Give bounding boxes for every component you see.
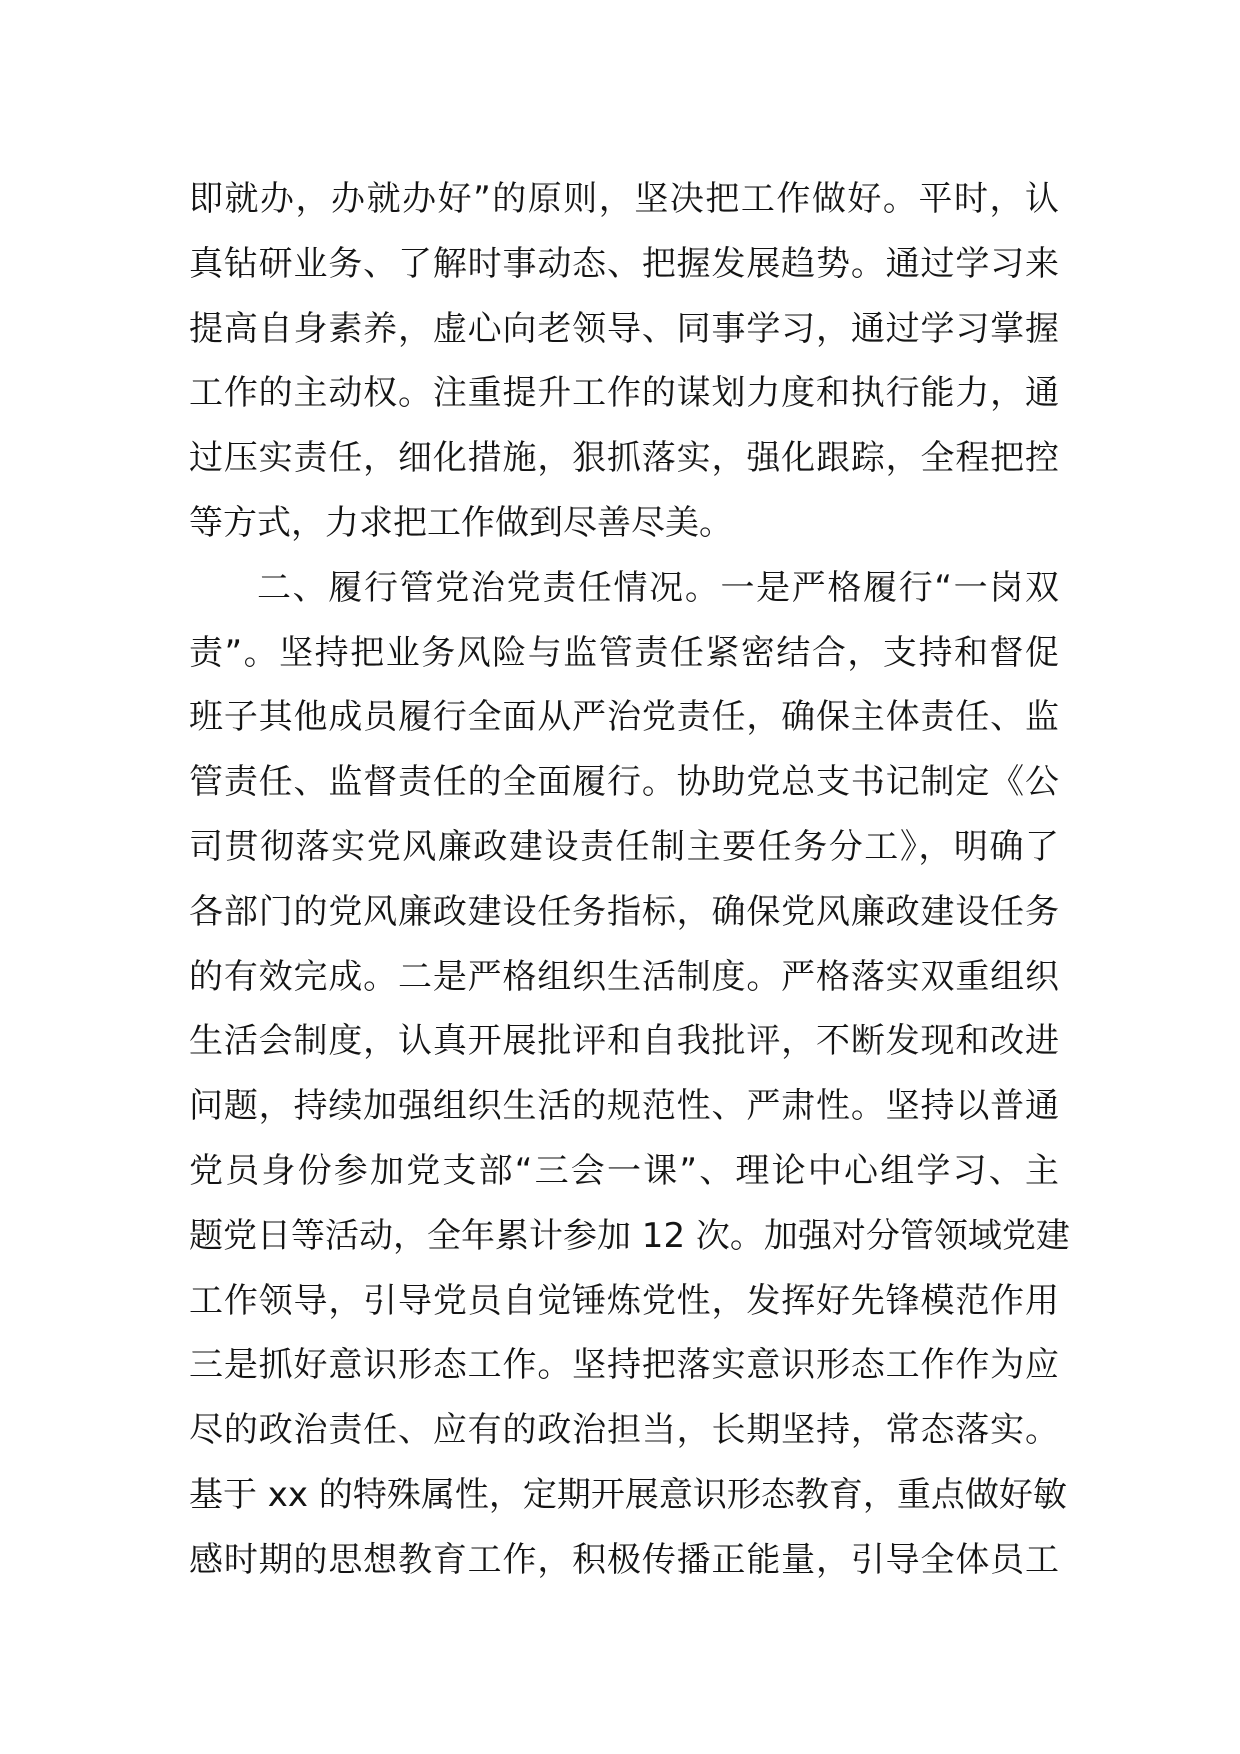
paragraph-end-line: 等方式，力求把工作做到尽善尽美。 xyxy=(189,502,733,543)
text-line: 生活会制度，认真开展批评和自我批评，不断发现和改进 xyxy=(189,1021,1059,1062)
text-line: 责”。坚持把业务风险与监管责任紧密结合，支持和督促 xyxy=(189,632,1059,673)
text-line: 班子其他成员履行全面从严治党责任，确保主体责任、监 xyxy=(189,697,1059,738)
text-line: 工作领导，引导党员自觉锤炼党性，发挥好先锋模范作用 xyxy=(189,1280,1059,1321)
text-line: 司贯彻落实党风廉政建设责任制主要任务分工》，明确了 xyxy=(189,826,1059,867)
text-line: 的有效完成。二是严格组织生活制度。严格落实双重组织 xyxy=(189,956,1059,997)
section-heading-line: 二、履行管党治党责任情况。一是严格履行“一岗双 xyxy=(257,567,1059,608)
text-line: 党员身份参加党支部“三会一课”、理论中心组学习、主 xyxy=(189,1150,1059,1191)
text-line: 题党日等活动，全年累计参加 12 次。加强对分管领域党建 xyxy=(189,1215,1070,1256)
text-line: 过压实责任，细化措施，狠抓落实，强化跟踪，全程把控 xyxy=(189,438,1059,479)
text-line: 三是抓好意识形态工作。坚持把落实意识形态工作作为应 xyxy=(189,1345,1059,1386)
text-line: 问题，持续加强组织生活的规范性、严肃性。坚持以普通 xyxy=(189,1086,1059,1127)
text-line: 真钻研业务、了解时事动态、把握发展趋势。通过学习来 xyxy=(189,243,1059,284)
text-line: 管责任、监督责任的全面履行。协助党总支书记制定《公 xyxy=(189,762,1059,803)
body-text xyxy=(189,167,1070,1593)
text-line: 工作的主动权。注重提升工作的谋划力度和执行能力，通 xyxy=(189,373,1059,414)
text-line: 各部门的党风廉政建设任务指标，确保党风廉政建设任务 xyxy=(189,891,1059,932)
text-line: 基于 xx 的特殊属性，定期开展意识形态教育，重点做好敏 xyxy=(189,1474,1067,1515)
text-line: 提高自身素养，虚心向老领导、同事学习，通过学习掌握 xyxy=(189,308,1059,349)
text-line: 感时期的思想教育工作，积极传播正能量，引导全体员工 xyxy=(189,1539,1059,1580)
text-line: 尽的政治责任、应有的政治担当，长期坚持，常态落实。 xyxy=(189,1410,1059,1451)
text-line: 即就办，办就办好”的原则，坚决把工作做好。平时，认 xyxy=(189,179,1059,219)
